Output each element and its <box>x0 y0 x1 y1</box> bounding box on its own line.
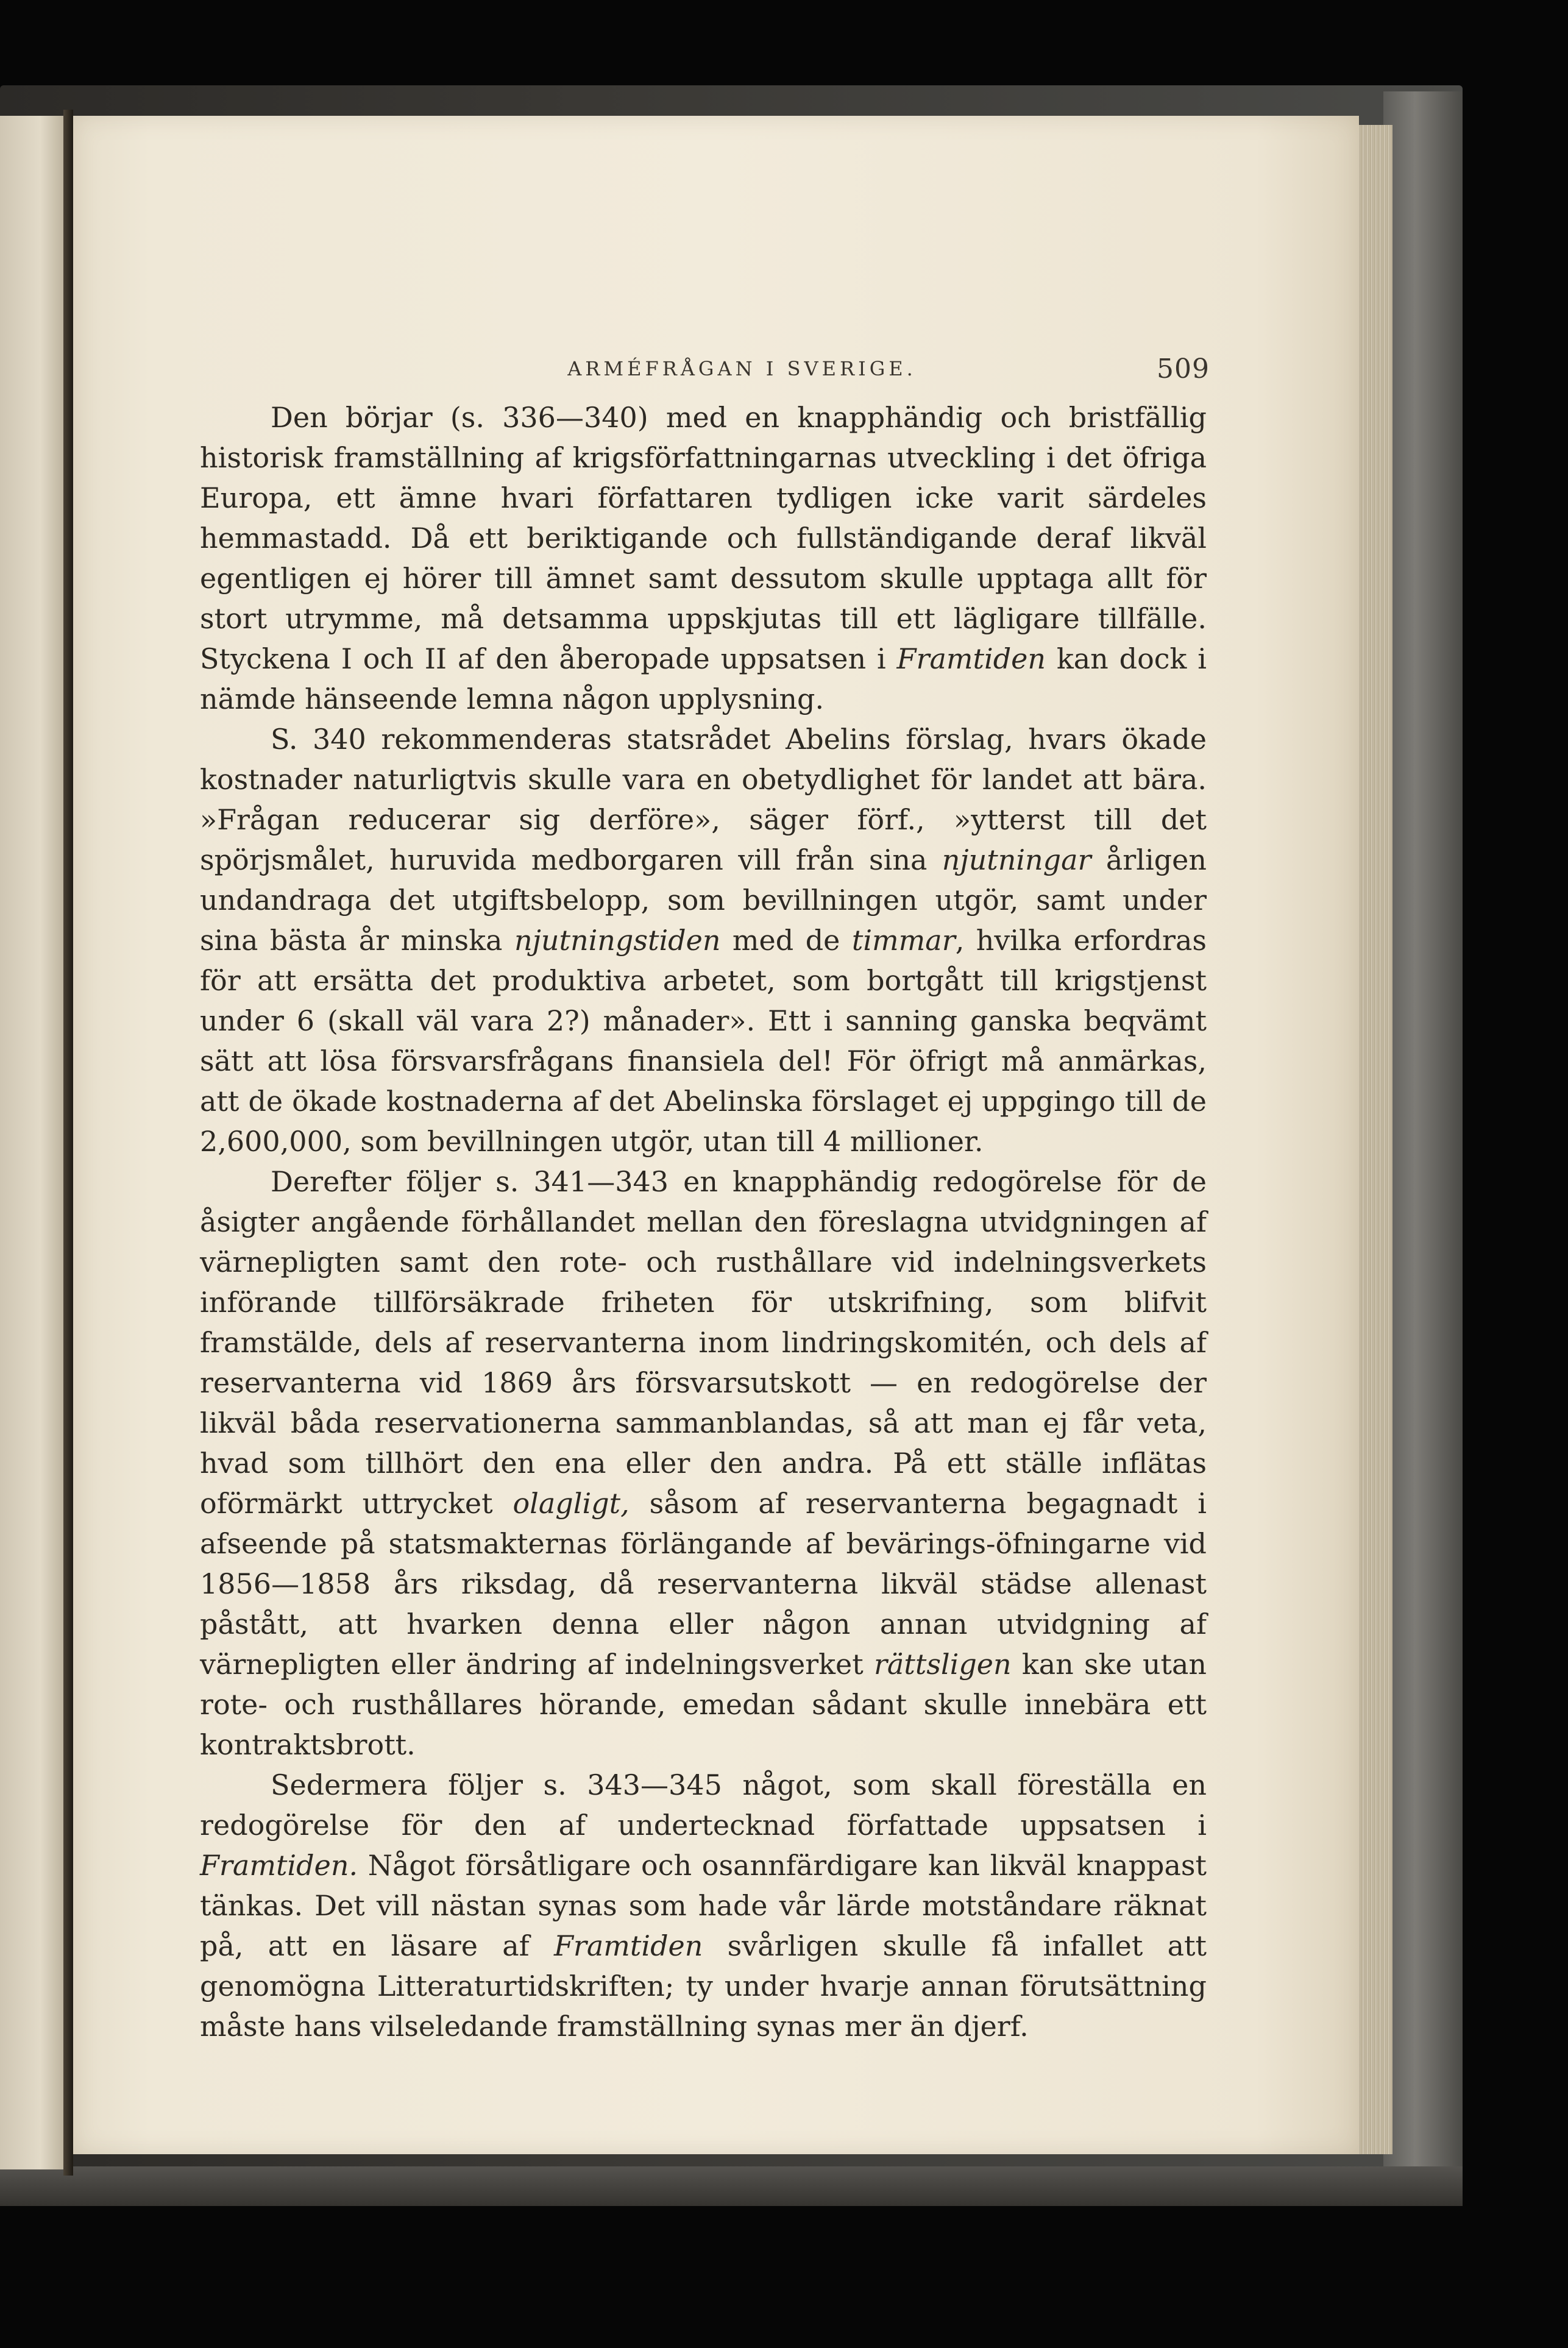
paragraph <box>200 1162 1207 1765</box>
book-cover-edge <box>1383 91 1463 2206</box>
text-run: Derefter följer s. 341—343 en knapphändig redogörelse för de åsigter angående förhållandet mellan den föreslagna utvidgningen af värnepligten samt den rote- och rusthållare vid indelningsverkets införande tillförsäkrade friheten för utskrifning, som blifvit framstälde, dels af reservanterna inom lindringskomitén, och dels af reservanterna vid 1869 års försvarsutskott — en redogörelse der likväl båda reservationerna sammanblandas, så att man ej får veta, hvad som tillhört den ena eller den andra. På ett ställe inflätas oförmärkt uttrycket <box>200 1165 1207 1520</box>
facing-page-sliver <box>0 116 67 2169</box>
book-page <box>73 116 1359 2154</box>
text-run: kan ske utan rote- och rusthållares hörande, emedan sådant skulle innebära ett kontraktsbrott. <box>200 1648 1207 1761</box>
text-run: årligen undandraga det utgiftsbelopp, som bevillningen utgör, samt under sina bästa år minska <box>200 843 1207 957</box>
text-run: med de <box>720 924 852 957</box>
text-run: Den börjar (s. 336—340) med en knapphändig och bristfällig historisk framställning af krigsförfattningarnas utveckling i det öfriga Europa, ett ämne hvari författaren tydligen icke varit särdeles hemmastadd. Då ett beriktigande och fullständigande deraf likväl egentligen ej hörer till ämnet samt dessutom skulle upptaga allt för stort utrymme, må detsamma uppskjutas till ett lägligare tillfälle. Styckena I och II af den åberopade uppsatsen i <box>200 401 1207 675</box>
italic-text: njutningstiden <box>514 924 721 957</box>
italic-text: Framtiden <box>896 642 1046 675</box>
italic-text: timmar <box>851 924 956 957</box>
text-run: såsom af reservanterna begagnadt i afseende på statsmakternas förlängande af bevärings-öfningarne vid 1856—1858 års riksdag, då reservanterna likväl städse allenast påstått, att hvarken denna eller någon annan utvidgning af värnepligten eller ändring af indelningsverket <box>200 1487 1207 1681</box>
book-gutter <box>63 110 73 2176</box>
paragraph <box>200 397 1207 719</box>
running-head-title: ARMÉFRÅGAN I SVERIGE. <box>567 357 917 380</box>
page-number: 509 <box>1157 353 1210 385</box>
book-cover-bottom-edge <box>0 2166 1463 2206</box>
paragraph <box>200 719 1207 1162</box>
page-block-edges <box>1356 125 1392 2154</box>
text-run: kan dock i nämde hänseende lemna någon upplysning. <box>200 642 1207 715</box>
italic-text: rättsligen <box>873 1648 1012 1681</box>
text-run: Sedermera följer s. 343—345 något, som skall föreställa en redogörelse för den af undertecknad författade uppsatsen i <box>200 1768 1207 1842</box>
italic-text: njutningar <box>942 843 1091 876</box>
running-head <box>274 353 1210 390</box>
italic-text: olagligt, <box>513 1487 630 1520</box>
text-run: svårligen skulle få infallet att genomögna Litteraturtidskriften; ty under hvarje annan förutsättning måste hans vilseledande framställning synas mer än djerf. <box>200 1929 1207 2043</box>
italic-text: Framtiden <box>553 1929 703 1962</box>
body-text <box>200 397 1207 2046</box>
text-run: Något försåtligare och osannfärdigare kan likväl knappast tänkas. Det vill nästan synas som hade vår lärde motståndare räknat på, att en läsare af <box>200 1849 1207 1962</box>
text-run: S. 340 rekommenderas statsrådet Abelins förslag, hvars ökade kostnader naturligtvis skulle vara en obetydlighet för landet att bära. »Frågan reducerar sig derföre», säger förf., »ytterst till det spörjsmålet, huruvida medborgaren vill från sina <box>200 723 1207 876</box>
text-run: , hvilka erfordras för att ersätta det produktiva arbetet, som bortgått till krigstjenst under 6 (skall väl vara 2?) månader». Ett i sanning ganska beqvämt sätt att lösa försvarsfrågans finansiela del! För öfrigt må anmärkas, att de ökade kostnaderna af det Abelinska förslaget ej uppgingo till de 2,600,000, som bevillningen utgör, utan till 4 millioner. <box>200 924 1207 1158</box>
paragraph <box>200 1765 1207 2046</box>
italic-text: Framtiden. <box>200 1849 358 1882</box>
